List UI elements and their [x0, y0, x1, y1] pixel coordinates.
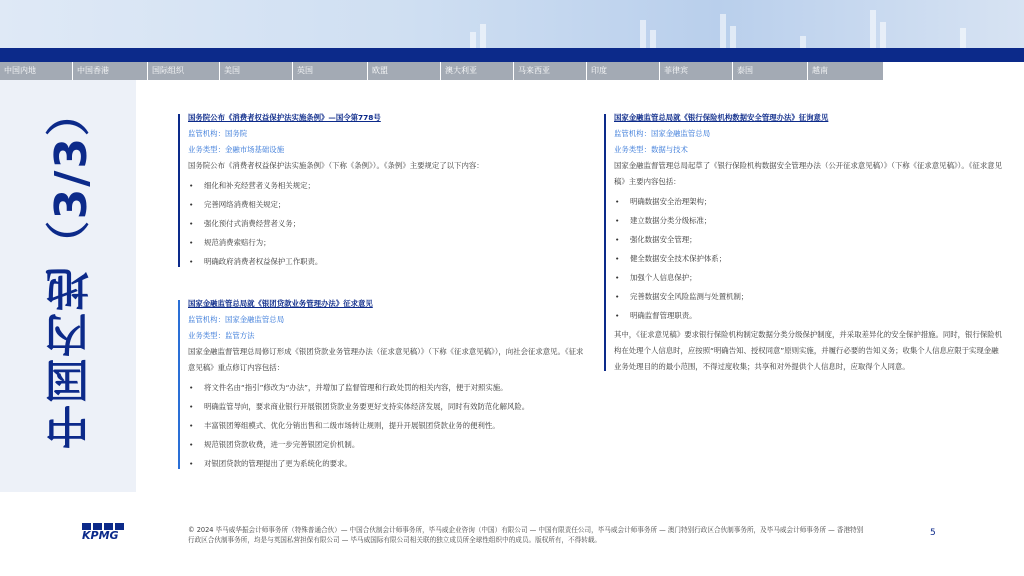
header-band: [0, 48, 1024, 62]
tab-australia[interactable]: 澳大利亚: [441, 62, 514, 80]
news-block-data-security: [604, 110, 1002, 375]
block-regulator: 监管机构：国务院: [188, 129, 248, 138]
list-item: • 明确监管导向，要求商业银行开展银团贷款业务要更好支持实体经济发展，同时有效防范化解风险。: [188, 397, 588, 416]
news-block-syndicated-loans: [178, 296, 588, 473]
tab-india[interactable]: 印度: [587, 62, 660, 80]
tab-usa[interactable]: 美国: [220, 62, 293, 80]
list-item: • 规范消费索赔行为；: [188, 233, 588, 252]
list-item: • 丰富银团筹组模式、优化分销出售和二级市场转让规则，提升开展银团贷款业务的便利性。: [188, 416, 588, 435]
block-title[interactable]: 国家金融监管总局就《银行保险机构数据安全管理办法》征询意见: [614, 113, 829, 122]
tab-eu[interactable]: 欧盟: [368, 62, 441, 80]
block-item-list: [188, 378, 588, 473]
side-title-text: 中国内地（3/3）: [46, 90, 97, 450]
list-item: • 强化数据安全管理；: [614, 230, 1002, 249]
tab-vietnam[interactable]: 越南: [808, 62, 884, 80]
tab-philippines[interactable]: 菲律宾: [660, 62, 733, 80]
header-banner: [0, 0, 1024, 50]
tab-mainland-china[interactable]: 中国内地: [0, 62, 73, 80]
block-category: 业务类型：金融市场基础设施: [188, 145, 285, 154]
block-category: 业务类型：监管方法: [188, 331, 255, 340]
tab-malaysia[interactable]: 马来西亚: [514, 62, 587, 80]
logo-wordmark: KPMG: [82, 529, 119, 542]
list-item: • 加强个人信息保护；: [614, 268, 1002, 287]
list-item: • 明确监督管理职责。: [614, 306, 1002, 325]
list-item: • 完善数据安全风险监测与处置机制；: [614, 287, 1002, 306]
tab-uk[interactable]: 英国: [293, 62, 368, 80]
list-item: • 完善网络消费相关规定；: [188, 195, 588, 214]
legal-notice: © 2024 毕马威华振会计师事务所（特殊普通合伙）— 中国合伙制会计师事务所，毕马威企业咨询（中国）有限公司 — 中国有限责任公司，毕马威会计师事务所 — 澳门特别行政区合伙制事务所，及毕马威会计师事务所 — 香港特别行政区合伙制事务所，均是与英国私营担保有限公司 — 毕马威国际有限公司相关联的独立成员所全球性组织中的成员。版权所有，不得转载。: [188, 526, 864, 544]
list-item: • 细化和补充经营者义务相关规定；: [188, 176, 588, 195]
list-item: • 对银团贷款的管理提出了更为系统化的要求。: [188, 454, 588, 473]
block-title[interactable]: 国家金融监管总局就《银团贷款业务管理办法》征求意见: [188, 299, 373, 308]
list-item: • 强化预付式消费经营者义务；: [188, 214, 588, 233]
list-item: • 建立数据分类分级标准；: [614, 211, 1002, 230]
block-intro: 国家金融监督管理总局起草了《银行保险机构数据安全管理办法（公开征求意见稿）》（下称《征求意见稿》）。《征求意见稿》主要内容包括：: [614, 161, 1002, 186]
list-item: • 明确数据安全治理架构；: [614, 192, 1002, 211]
list-item: • 规范银团贷款收费，进一步完善银团定价机制。: [188, 435, 588, 454]
list-item: • 明确政府消费者权益保护工作职责。: [188, 252, 588, 271]
side-title: [22, 90, 122, 480]
kpmg-logo: [82, 523, 128, 542]
page-number: 5: [930, 528, 936, 538]
list-item: • 将文件名由“指引”修改为“办法”，并增加了监督管理和行政处罚的相关内容，便于对照实施。: [188, 378, 588, 397]
tab-international-orgs[interactable]: 国际组织: [148, 62, 220, 80]
block-extra-paragraph: 其中，《征求意见稿》要求银行保险机构制定数据分类分级保护制度，并采取差异化的安全保护措施。同时，银行保险机构在处理个人信息时，应按照“明确告知、授权同意”原则实施，并履行必要的告知义务；收集个人信息应限于实现金融业务处理目的的最小范围，不得过度收集；共享和对外提供个人信息时，应取得个人同意。: [614, 330, 1003, 371]
tab-hong-kong[interactable]: 中国香港: [73, 62, 148, 80]
block-intro: 国家金融监督管理总局修订形成《银团贷款业务管理办法（征求意见稿）》（下称《征求意见稿》），向社会征求意见。《征求意见稿》重点修订内容包括：: [188, 347, 584, 372]
region-tabs: [0, 62, 884, 80]
news-block-consumer-protection: [178, 110, 588, 271]
tab-thailand[interactable]: 泰国: [733, 62, 808, 80]
block-title[interactable]: 国务院公布《消费者权益保护法实施条例》—国令第778号: [188, 113, 381, 122]
block-regulator: 监管机构：国家金融监管总局: [188, 315, 285, 324]
block-intro: 国务院公布《消费者权益保护法实施条例》（下称《条例》）。《条例》主要规定了以下内容：: [188, 161, 484, 170]
block-item-list: [188, 176, 588, 271]
block-item-list: [614, 192, 1002, 325]
block-regulator: 监管机构：国家金融监管总局: [614, 129, 711, 138]
list-item: • 健全数据安全技术保护体系；: [614, 249, 1002, 268]
block-category: 业务类型：数据与技术: [614, 145, 688, 154]
